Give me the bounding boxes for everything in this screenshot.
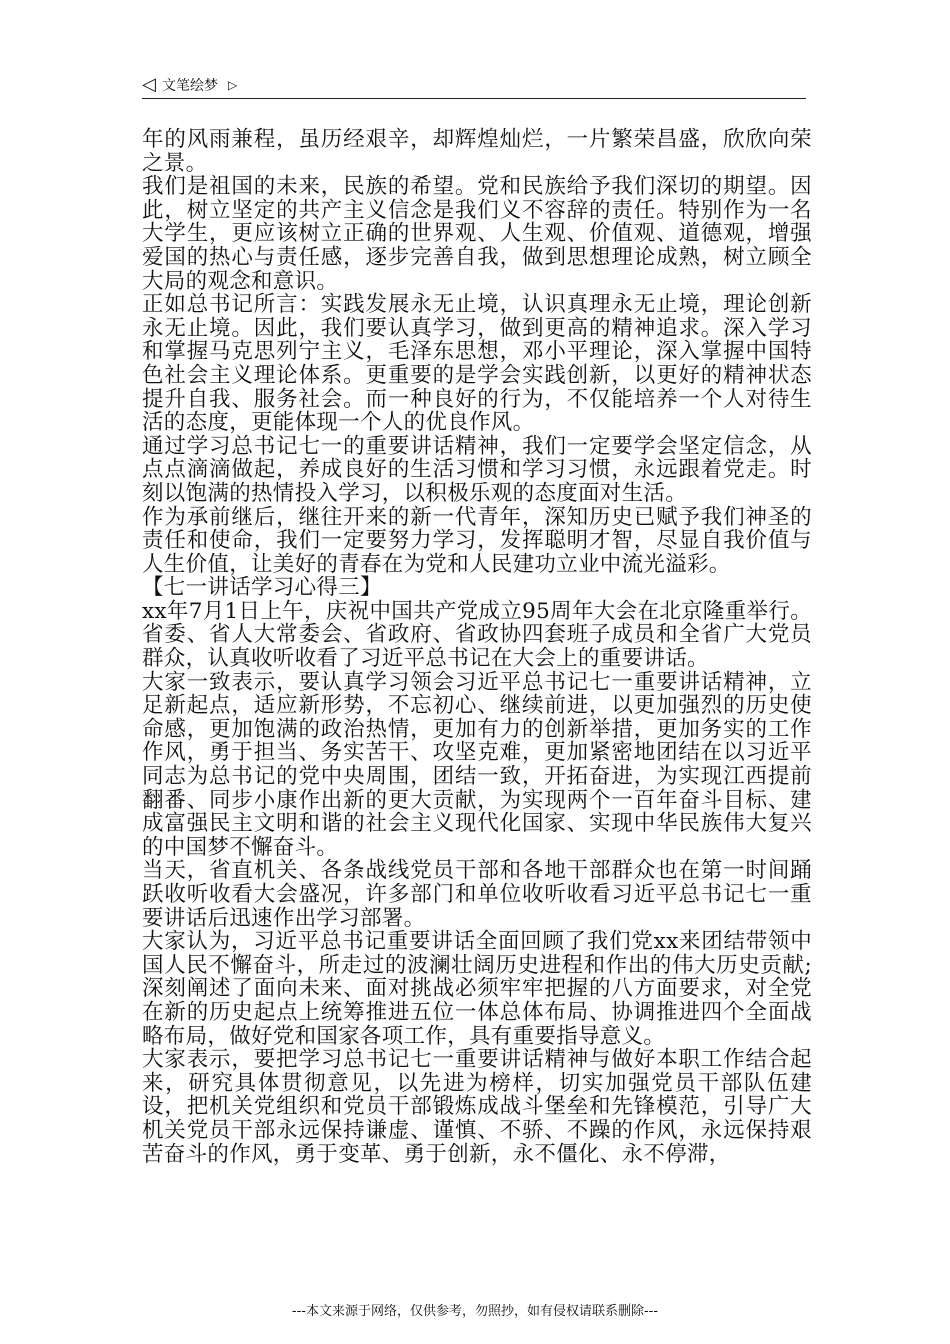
left-triangle-icon: ◁ xyxy=(142,74,156,95)
paragraph: 大家认为，习近平总书记重要讲话全面回顾了我们党xx来团结带领中国人民不懈奋斗，所走过的波澜壮阔历史进程和作出的伟大历史贡献;深刻阐述了面向未来、面对挑战必须牢牢把握的八方面要求，对全党在新的历史起点上统筹推进五位一体总体布局、协调推进四个全面战略布局，做好党和国家各项工作，具有重要指导意义。 xyxy=(142,929,812,1049)
paragraph: 我们是祖国的未来，民族的希望。党和民族给予我们深切的期望。因此，树立坚定的共产主义信念是我们义不容辞的责任。特别作为一名大学生，更应该树立正确的世界观、人生观、价值观、道德观，增强爱国的热心与责任感，逐步完善自我，做到思想理论成熟，树立顾全大局的观念和意识。 xyxy=(142,174,812,294)
header-title: 文笔绘梦 xyxy=(162,78,218,94)
paragraph: xx年7月1日上午，庆祝中国共产党成立95周年大会在北京隆重举行。省委、省人大常委会、省政府、省政协四套班子成员和全省广大党员群众，认真收听收看了习近平总书记在大会上的重要讲话。 xyxy=(142,598,812,672)
paragraph: 大家表示，要把学习总书记七一重要讲话精神与做好本职工作结合起来，研究具体贯彻意见，以先进为榜样，切实加强党员干部队伍建设，把机关党组织和党员干部锻炼成战斗堡垒和先锋模范，引导广大机关党员干部永远保持谦虚、谨慎、不骄、不躁的作风，永远保持艰苦奋斗的作风，勇于变革、勇于创新，永不僵化、永不停滞， xyxy=(142,1047,812,1167)
document-body xyxy=(142,128,812,1166)
paragraph: 当天，省直机关、各条战线党员干部和各地干部群众也在第一时间踊跃收听收看大会盛况，许多部门和单位收听收看习近平总书记七一重要讲话后迅速作出学习部署。 xyxy=(142,858,812,931)
paragraph: 通过学习总书记七一的重要讲话精神，我们一定要学会坚定信念，从点点滴滴做起，养成良好的生活习惯和学习习惯，永远跟着党走。时刻以饱满的热情投入学习，以积极乐观的态度面对生活。 xyxy=(142,433,812,506)
paragraph: 年的风雨兼程，虽历经艰辛，却辉煌灿烂，一片繁荣昌盛，欣欣向荣之景。 xyxy=(142,127,812,176)
footer-notice: ---本文来源于网络，仅供参考，勿照抄，如有侵权请联系删除--- xyxy=(291,1304,659,1319)
paragraph: 大家一致表示，要认真学习领会习近平总书记七一重要讲话精神，立足新起点，适应新形势，不忘初心、继续前进，以更加强烈的历史使命感，更加饱满的政治热情，更加有力的创新举措，更加务实的工作作风，勇于担当、务实苦干、攻坚克难，更加紧密地团结在以习近平同志为总书记的党中央周围，团结一致，开拓奋进，为实现江西提前翻番、同步小康作出新的更大贡献，为实现两个一百年奋斗目标、建成富强民主文明和谐的社会主义现代化国家、实现中华民族伟大复兴的中国梦不懈奋斗。 xyxy=(142,669,812,860)
section-heading: 【七一讲话学习心得三】 xyxy=(142,575,382,601)
paragraph: 作为承前继后，继往开来的新一代青年，深知历史已赋予我们神圣的责任和使命，我们一定要努力学习，发挥聪明才智，尽显自我价值与人生价值，让美好的青春在为党和人民建功立业中流光溢彩。 xyxy=(142,504,812,577)
right-triangle-icon: ▷ xyxy=(228,78,238,92)
paragraph: 正如总书记所言：实践发展永无止境，认识真理永无止境，理论创新永无止境。因此，我们要认真学习，做到更高的精神追求。深入学习和掌握马克思列宁主义，毛泽东思想，邓小平理论，深入掌握中国特色社会主义理论体系。更重要的是学会实践创新，以更好的精神状态提升自我、服务社会。而一种良好的行为，不仅能培养一个人对待生活的态度，更能体现一个人的优良作风。 xyxy=(142,292,812,436)
page-header xyxy=(142,72,806,99)
